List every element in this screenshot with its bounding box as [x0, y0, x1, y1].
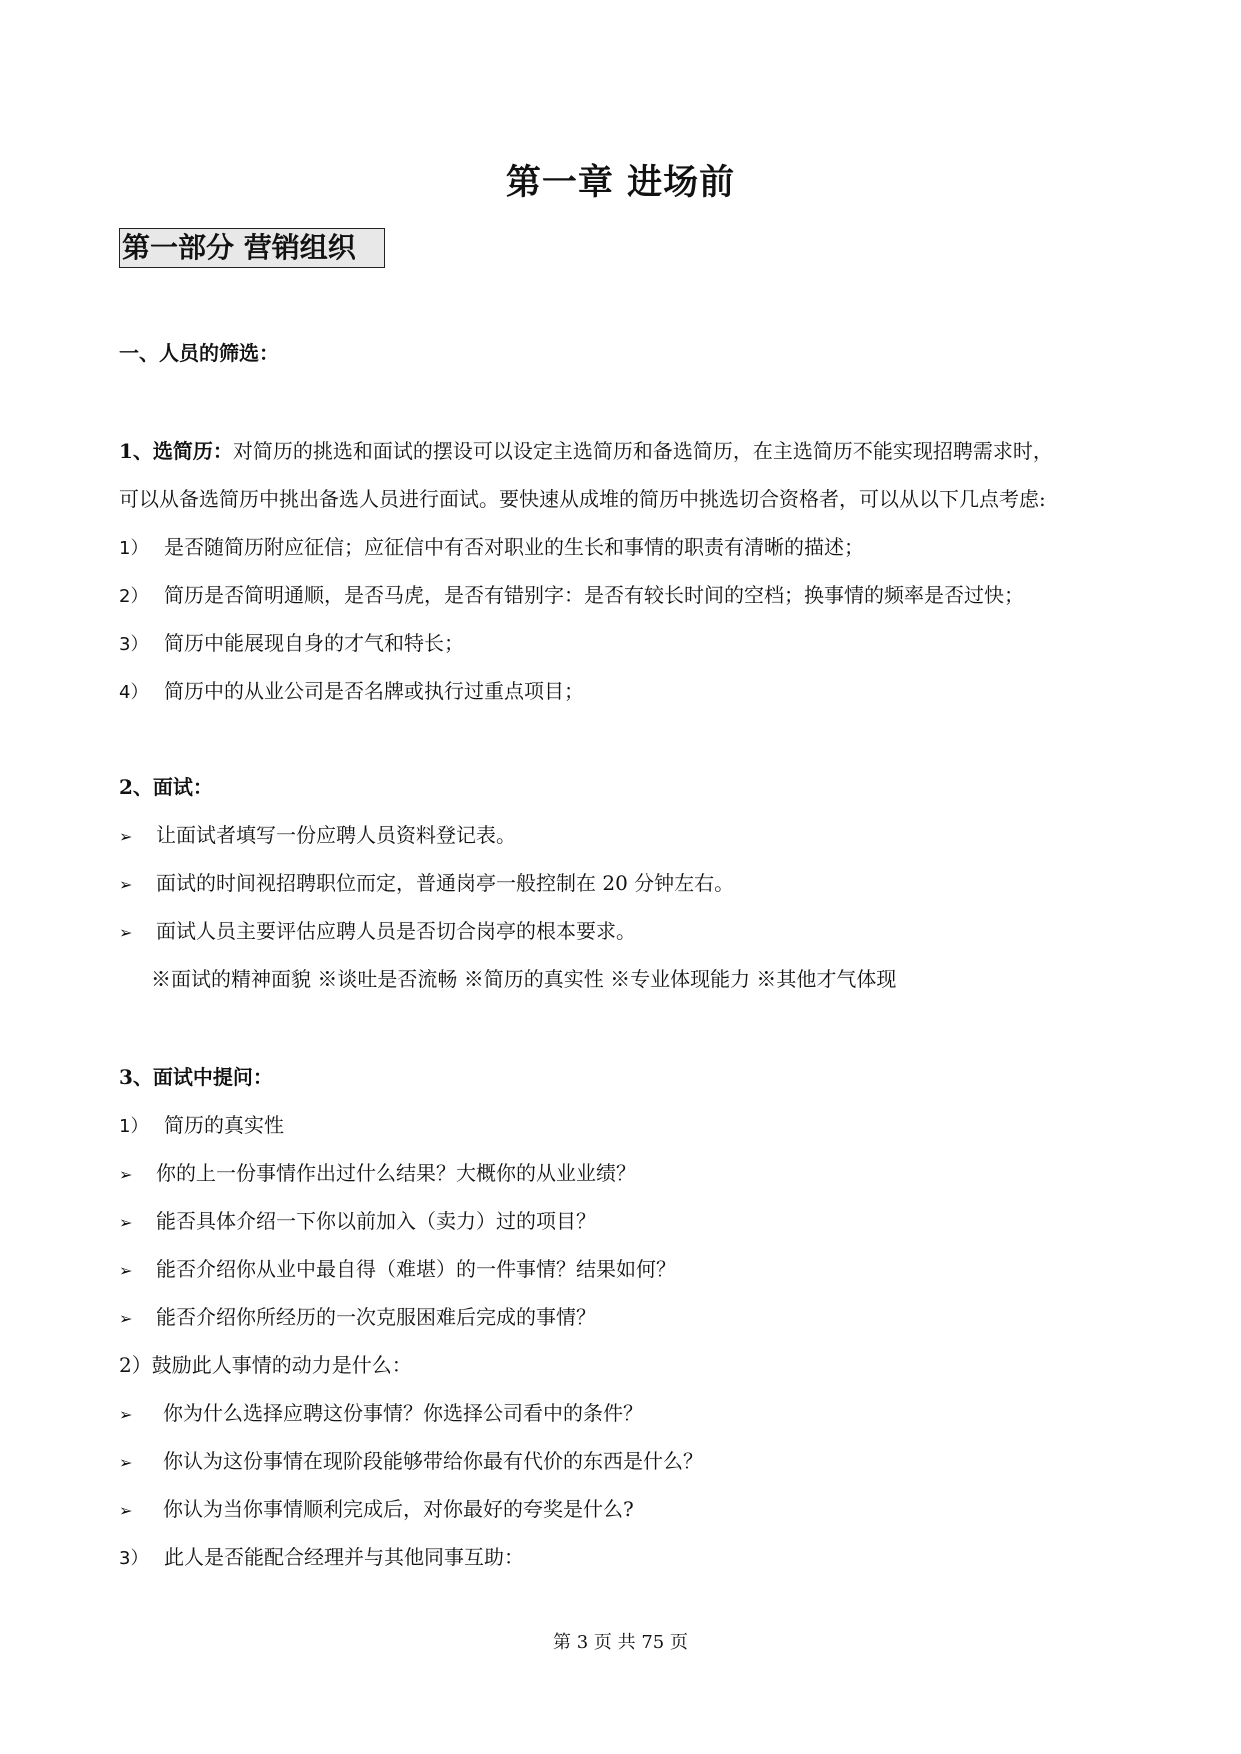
- criteria-number: 2）: [119, 586, 149, 607]
- arrow-bullet-icon: ➢: [119, 827, 133, 846]
- arrow-bullet-icon: ➢: [119, 1453, 133, 1472]
- criteria-number: 4）: [119, 682, 149, 703]
- bullet-text: 你认为当你事情顺利完成后，对你最好的夸奖是什么?: [163, 1497, 634, 1521]
- question-bullet: [119, 1206, 596, 1238]
- criteria-number: 3）: [119, 634, 149, 655]
- resume-paragraph-line1: [119, 436, 1053, 466]
- chapter-title: 第一章 进场前: [505, 162, 736, 203]
- arrow-bullet-icon: ➢: [119, 1309, 133, 1328]
- bullet-text: 让面试者填写一份应聘人员资料登记表。: [156, 823, 516, 847]
- section-heading: 一、人员的筛选：: [119, 341, 279, 365]
- arrow-bullet-icon: ➢: [119, 1405, 133, 1424]
- interview-bullet: [119, 868, 734, 900]
- part-title: 第一部分 营销组织: [119, 228, 385, 268]
- criteria-text: 是否随简历附应征信；应征信中有否对职业的生长和事情的职责有清晰的描述；: [164, 535, 864, 559]
- arrow-bullet-icon: ➢: [119, 1261, 133, 1280]
- evaluation-note: ※面试的精神面貌 ※谈吐是否流畅 ※简历的真实性 ※专业体现能力 ※其他才气体现: [151, 967, 897, 991]
- question-bullet: [119, 1158, 636, 1190]
- question-group-heading: 2）鼓励此人事情的动力是什么：: [119, 1353, 412, 1377]
- interview-bullet: [119, 916, 636, 948]
- question-group-text: 此人是否能配合经理并与其他同事互助：: [164, 1545, 524, 1569]
- arrow-bullet-icon: ➢: [119, 1213, 133, 1232]
- question-group-heading: [119, 1542, 524, 1574]
- question-bullet: [119, 1302, 596, 1334]
- bullet-text: 能否介绍你从业中最自得（难堪）的一件事情？结果如何？: [156, 1257, 676, 1281]
- page-footer: 第 3 页 共 75 页: [553, 1632, 688, 1653]
- criteria-number: 1）: [119, 538, 149, 559]
- arrow-bullet-icon: ➢: [119, 1501, 133, 1520]
- arrow-bullet-icon: ➢: [119, 875, 133, 894]
- criteria-item: [119, 676, 584, 708]
- arrow-bullet-icon: ➢: [119, 1165, 133, 1184]
- criteria-text: 简历中能展现自身的才气和特长；: [164, 631, 464, 655]
- questions-label: 3、面试中提问：: [119, 1065, 273, 1089]
- bullet-text: 能否介绍你所经历的一次克服困难后完成的事情？: [156, 1305, 596, 1329]
- criteria-text: 简历中的从业公司是否名牌或执行过重点项目；: [164, 679, 584, 703]
- criteria-text: 简历是否简明通顺，是否马虎，是否有错别字：是否有较长时间的空档；换事情的频率是否过快；: [164, 583, 1024, 607]
- question-group-number: 1）: [119, 1116, 149, 1137]
- interview-label: 2、面试：: [119, 775, 213, 799]
- resume-paragraph-line2: 可以从备选简历中挑出备选人员进行面试。要快速从成堆的简历中挑选切合资格者，可以从以下几点考虑:: [119, 487, 1046, 511]
- question-group-text: 简历的真实性: [164, 1113, 284, 1137]
- bullet-text: 面试人员主要评估应聘人员是否切合岗亭的根本要求。: [156, 919, 636, 943]
- arrow-bullet-icon: ➢: [119, 923, 133, 942]
- question-bullet: [119, 1254, 676, 1286]
- bullet-text: 你认为这份事情在现阶段能够带给你最有代价的东西是什么？: [163, 1449, 703, 1473]
- bullet-text: 能否具体介绍一下你以前加入（卖力）过的项目？: [156, 1209, 596, 1233]
- resume-text-line1: 对简历的挑选和面试的摆设可以设定主选简历和备选简历，在主选简历不能实现招聘需求时，: [232, 439, 1053, 463]
- criteria-item: [119, 580, 1024, 612]
- bullet-text: 你为什么选择应聘这份事情？你选择公司看中的条件？: [163, 1401, 643, 1425]
- question-bullet: [119, 1398, 643, 1430]
- question-bullet: [119, 1494, 634, 1526]
- interview-bullet: [119, 820, 516, 852]
- bullet-text: 面试的时间视招聘职位而定，普通岗亭一般控制在 20 分钟左右。: [156, 871, 735, 895]
- criteria-item: [119, 532, 864, 564]
- question-bullet: [119, 1446, 703, 1478]
- resume-label: 1、选简历：: [119, 439, 233, 463]
- criteria-item: [119, 628, 464, 660]
- bullet-text: 你的上一份事情作出过什么结果？大概你的从业业绩？: [156, 1161, 636, 1185]
- question-group-heading: [119, 1110, 284, 1142]
- question-group-number: 3）: [119, 1548, 149, 1569]
